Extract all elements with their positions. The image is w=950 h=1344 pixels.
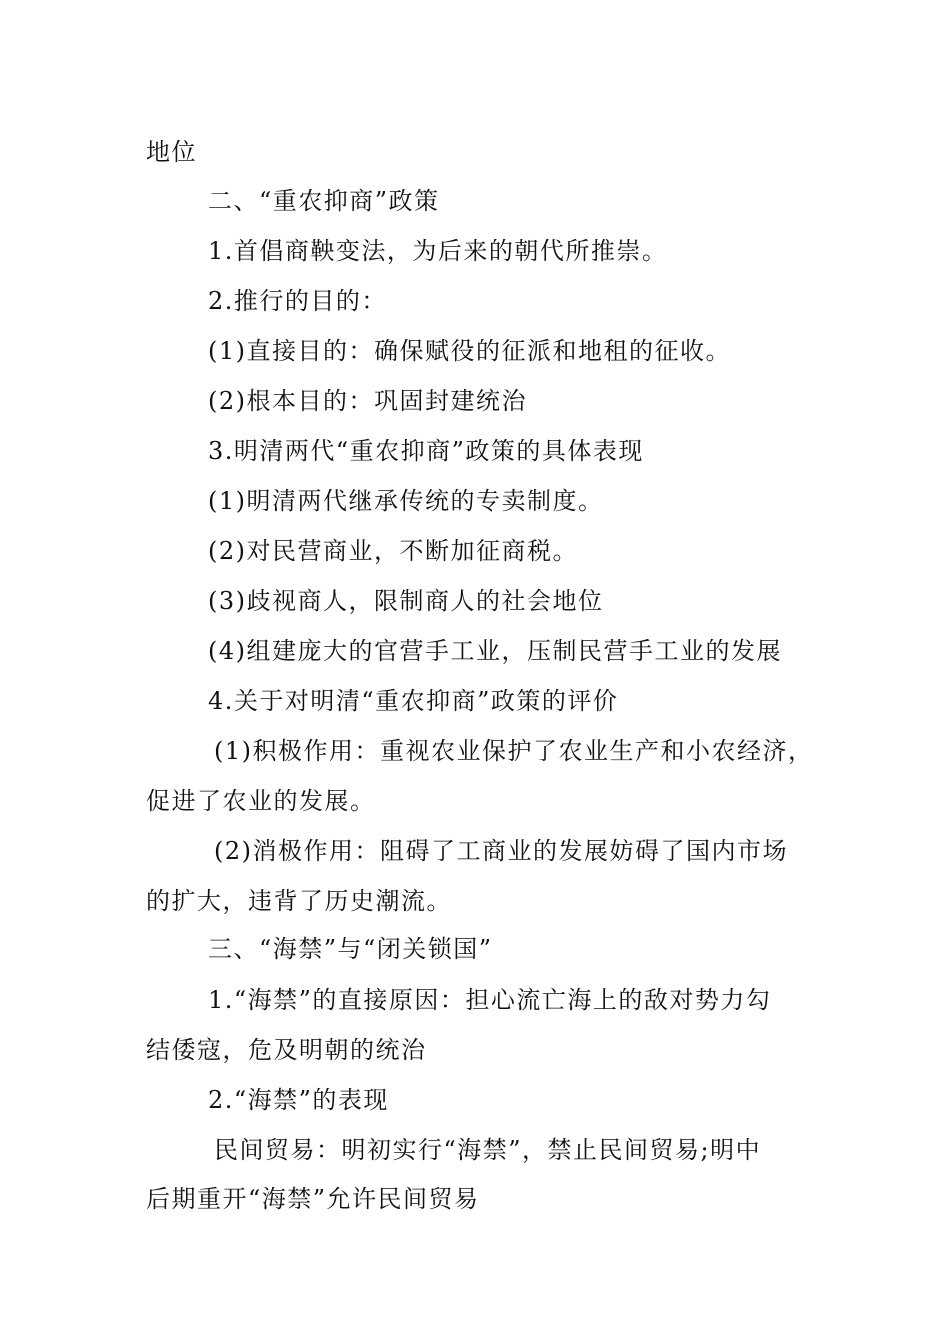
text-line-13: (1)积极作用：重视农业保护了农业生产和小农经济，	[214, 737, 814, 765]
text-line-14: 促进了农业的发展。	[146, 787, 376, 815]
text-line-16: 的扩大，违背了历史潮流。	[146, 887, 452, 915]
text-line-19: 结倭寇，危及明朝的统治	[146, 1036, 427, 1064]
text-line-7: 3.明清两代“重农抑商”政策的具体表现	[208, 437, 644, 465]
section-heading-3: 三、“海禁”与“闭关锁国”	[208, 935, 493, 963]
text-line-10: (3)歧视商人，限制商人的社会地位	[208, 587, 604, 615]
text-line-11: (4)组建庞大的官营手工业，压制民营手工业的发展	[208, 637, 782, 665]
section-heading-2: 二、“重农抑商”政策	[208, 187, 440, 215]
text-line-21: 民间贸易：明初实行“海禁”，禁止民间贸易;明中	[214, 1136, 762, 1164]
text-line-15: (2)消极作用：阻碍了工商业的发展妨碍了国内市场	[214, 837, 788, 865]
text-line-8: (1)明清两代继承传统的专卖制度。	[208, 487, 604, 515]
text-line-22: 后期重开“海禁”允许民间贸易	[146, 1185, 480, 1213]
text-line-4: 2.推行的目的：	[208, 287, 387, 315]
text-line-1: 地位	[146, 138, 197, 166]
text-line-12: 4.关于对明清“重农抑商”政策的评价	[208, 687, 619, 715]
text-line-5: (1)直接目的：确保赋役的征派和地租的征收。	[208, 337, 731, 365]
text-line-6: (2)根本目的：巩固封建统治	[208, 387, 527, 415]
text-line-18: 1.“海禁”的直接原因：担心流亡海上的敌对势力勾	[208, 986, 772, 1014]
text-line-9: (2)对民营商业，不断加征商税。	[208, 537, 578, 565]
text-line-20: 2.“海禁”的表现	[208, 1086, 389, 1114]
text-line-3: 1.首倡商鞅变法，为后来的朝代所推崇。	[208, 237, 668, 265]
